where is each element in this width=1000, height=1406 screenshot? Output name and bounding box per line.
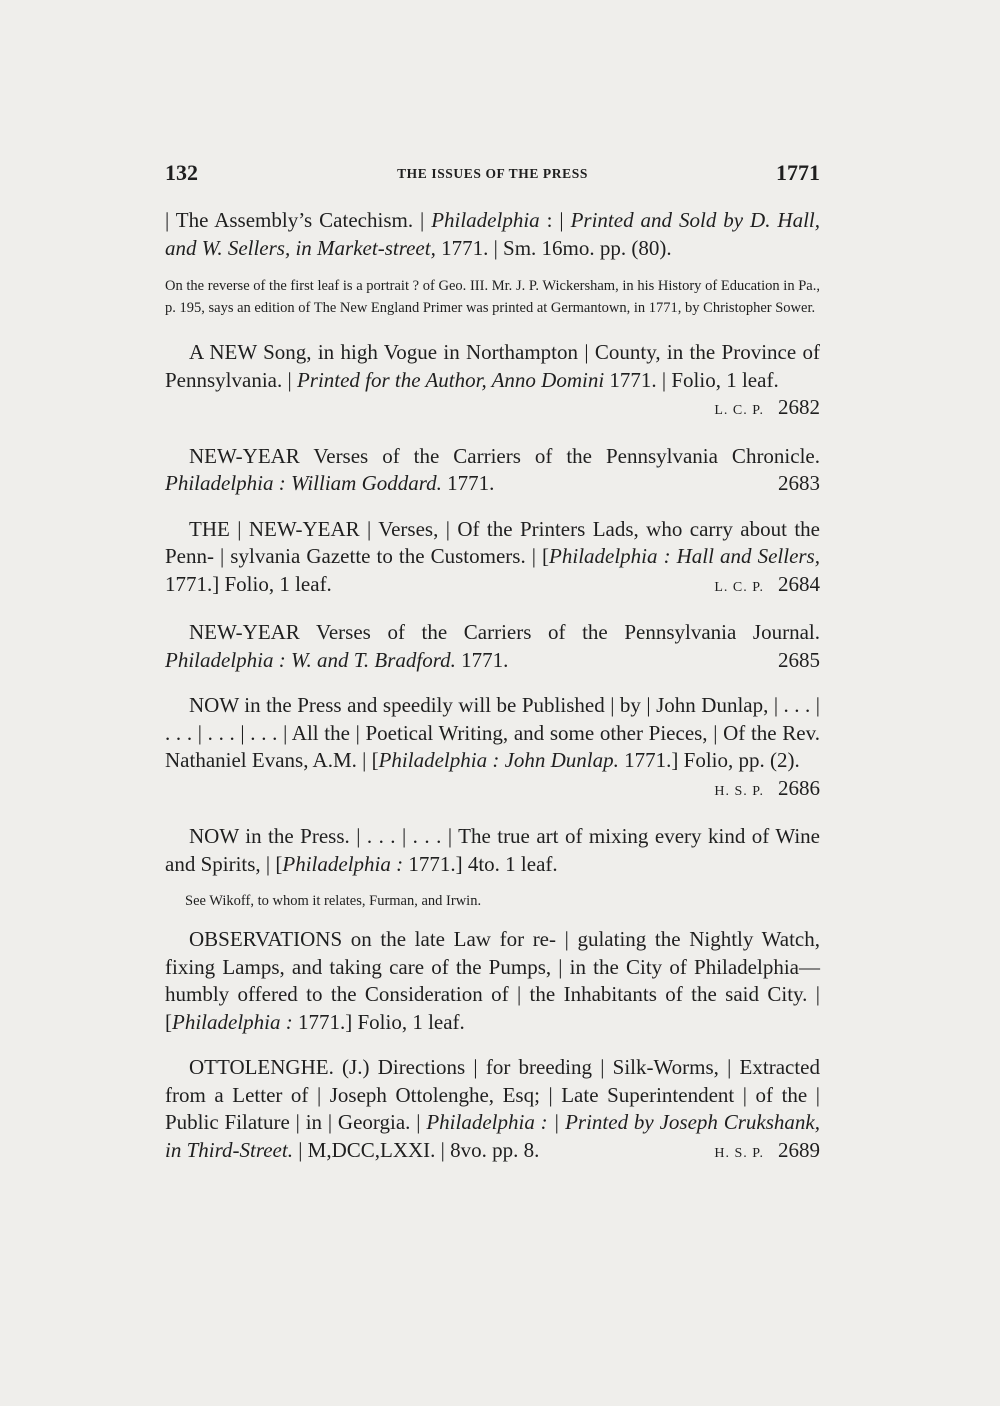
entry-text: | M,DCC,LXXI. | 8vo. pp. 8.	[292, 1137, 540, 1162]
entry-text: NEW-YEAR Verses of the Carriers of the Pennsylvania Journal.	[189, 620, 820, 644]
bibliography-entry	[165, 926, 820, 1036]
bibliography-entry	[165, 619, 820, 674]
entry-text: | The Assembly’s Catechism. |	[165, 208, 432, 232]
page-body	[165, 207, 820, 1167]
entry-reference	[778, 470, 820, 498]
entry-number: 2684	[778, 571, 820, 596]
entry-note	[165, 890, 820, 912]
entry-italic-text: Printed and Sold by D. Hall, and W. Sellers, in Market-street,	[165, 208, 820, 260]
bibliography-entry	[165, 207, 820, 262]
entry-number: 2689	[778, 1137, 820, 1162]
entry-note-text: See Wikoff, to whom it relates, Furman, and Irwin.	[185, 893, 482, 909]
entry-number: 2686	[778, 775, 820, 800]
entry-italic-text: Printed for the Author, Anno Domini	[296, 367, 605, 392]
entry-text: NOW in the Press and speedily will be Published | by | John Dunlap, | . . . | . . . | . . . | . . . | All the | Poetical Writing, and some other Pieces, | Of the Rev. Nathaniel Evans, A.M. | [	[165, 693, 820, 772]
entry-text: 1771.] Folio, 1 leaf.	[165, 571, 332, 596]
entry-text: A NEW Song, in high Vogue in Northampton | County, in the Province of Pennsylvania. |	[165, 340, 820, 392]
entry-text: 1771.] 4to. 1 leaf.	[403, 851, 558, 876]
entry-reference	[714, 775, 820, 806]
entry-italic-text: Philadelphia : Hall and Sellers,	[549, 544, 820, 568]
entry-text: NOW in the Press. | . . . | . . . | The true art of mixing every kind of Wine and Spirits, | [	[165, 824, 820, 876]
entry-text: NEW-YEAR Verses of the Carriers of the Pennsylvania Chronicle.	[189, 443, 820, 468]
bibliography-entry	[165, 823, 820, 878]
entry-reference	[778, 647, 820, 675]
entry-text: THE | NEW-YEAR | Verses, | Of the Printers Lads, who carry about the Penn- | sylvania Gazette to the Customers. | [	[165, 516, 820, 568]
entry-reference	[714, 394, 820, 425]
entry-italic-text: Philadelphia : W. and T. Bradford.	[165, 647, 456, 672]
entry-number: 2682	[778, 395, 820, 419]
entry-italic-text: Philadelphia :	[282, 851, 404, 876]
bibliography-entry	[165, 1054, 820, 1167]
entry-number: 2685	[778, 647, 820, 672]
entry-text: OBSERVATIONS on the late Law for re- | gulating the Nightly Watch, fixing Lamps, and taking care of the Pumps, | in the City of Philadelphia—humbly offered to the Consideration of | the Inhabitants of the said City. | [	[165, 927, 820, 1034]
entry-text: 1771.	[441, 471, 495, 495]
entry-text: OTTOLENGHE. (J.) Directions | for breeding | Silk-Worms, | Extracted from a Letter of | Joseph Ottolenghe, Esq; | Late Superintendent | of the | Public Filature | in | Georgia. |	[165, 1055, 820, 1134]
running-head: THE ISSUES OF THE PRESS	[397, 166, 588, 181]
page-header	[165, 160, 820, 190]
bibliography-entry	[165, 339, 820, 425]
header-year: 1771	[776, 160, 820, 185]
library-code: L. C. P.	[714, 579, 764, 595]
entry-italic-text: Philadelphia :	[172, 1009, 293, 1034]
entry-note	[165, 275, 820, 319]
bibliography-entry	[165, 692, 820, 805]
library-code: H. S. P.	[714, 1145, 764, 1161]
entry-italic-text: Philadelphia : John Dunlap.	[378, 748, 619, 772]
entry-number: 2683	[778, 471, 820, 495]
entry-text: 1771.	[455, 647, 509, 672]
entry-reference	[714, 571, 820, 602]
entry-italic-text: Philadelphia	[431, 208, 540, 232]
entry-reference	[714, 1137, 820, 1168]
entry-text: 1771.] Folio, pp. (2).	[618, 748, 800, 772]
entry-note-text: On the reverse of the first leaf is a portrait ? of Geo. III. Mr. J. P. Wickersham, in his History of Education in Pa., p. 195, says an edition of The New England Primer was printed at Germantown, in 1771, by Christopher Sower.	[165, 278, 820, 316]
entry-text: : |	[539, 208, 571, 232]
entry-text: 1771.] Folio, 1 leaf.	[292, 1009, 465, 1034]
page-number: 132	[165, 160, 198, 185]
entry-text: 1771. | Folio, 1 leaf.	[604, 367, 779, 392]
library-code: H. S. P.	[714, 783, 764, 799]
entry-text: 1771. | Sm. 16mo. pp. (80).	[435, 235, 672, 260]
entry-italic-text: Philadelphia : William Goddard.	[165, 471, 442, 495]
bibliography-entry	[165, 516, 820, 602]
bibliography-entry	[165, 443, 820, 498]
entry-italic-text: Philadelphia : | Printed by Joseph Crukshank, in Third-Street.	[165, 1110, 820, 1162]
library-code: L. C. P.	[714, 403, 764, 418]
